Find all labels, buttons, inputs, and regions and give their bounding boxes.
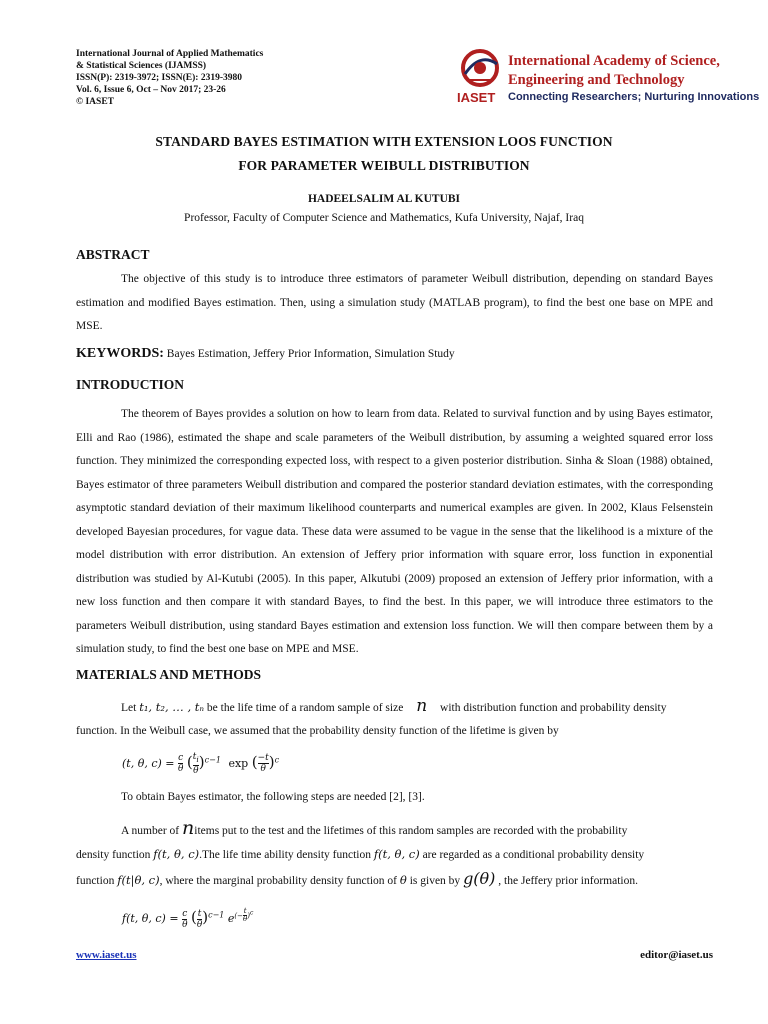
organization-banner xyxy=(508,52,759,105)
logo-text: IASET xyxy=(457,90,496,105)
abstract-text: The objective of this study is to introduce three estimators of parameter Weibull distribution, depending on standard Bayes estimation and modified Bayes estimation. Then, using a simulation study (MATLAB program), to find the best one base on MPE and MSE. xyxy=(76,273,713,332)
introduction-body xyxy=(76,403,713,662)
introduction-heading: INTRODUCTION xyxy=(76,377,185,392)
methods-paragraph-2: To obtain Bayes estimator, the following steps are needed [2], [3]. xyxy=(121,791,425,803)
keywords-label: KEYWORDS: xyxy=(76,346,164,361)
author-affiliation: Professor, Faculty of Computer Science and Mathematics, Kufa University, Najaf, Iraq xyxy=(184,212,584,224)
org-tagline: Connecting Researchers; Nurturing Innovations xyxy=(508,91,760,103)
org-name-line1: International Academy of Science, xyxy=(508,53,720,69)
org-name-line2: Engineering and Technology xyxy=(508,72,685,88)
sample-size-n: n xyxy=(416,696,428,716)
author-name: HADEELSALIM AL KUTUBI xyxy=(307,193,461,205)
journal-name-line2: & Statistical Sciences (IJAMSS) xyxy=(76,61,207,71)
paper-title-line1: STANDARD BAYES ESTIMATION WITH EXTENSION LOOS FUNCTION xyxy=(155,134,613,149)
journal-copyright: © IASET xyxy=(76,97,114,107)
keywords-text: Bayes Estimation, Jeffery Prior Information, Simulation Study xyxy=(166,348,455,360)
footer-website-link[interactable]: www.iaset.us xyxy=(76,949,137,961)
introduction-text: The theorem of Bayes provides a solution on how to learn from data. Related to survival function and by using Bayes estimator, Elli and Rao (1986), estimated the shape and scale parameters of the Weibull distribution, by assuming a weighted squared error loss function. They minimized the corresponding expected loss, with respect to a given posterior distribution. Sinha & Sloan (1988) obtained, Bayes estimator of three parameters Weibull distribution and compared the posterior standard deviation estimates, with the corresponding asymptotic standard deviation of their maximum likelihood counterparts and numerical examples are given. In 2002, Klaus Felsenstein developed Bayesian procedures, for vague data. These data were assumed to be vague in the sense that the likelihood is a mixture of the model distribution with error distribution. An extension of Jeffery prior information with square error, loss function in exponential distribution was studied by Al-Kutubi (2005). In this paper, Alkutubi (2009) proposed an extension of Jeffery prior information, with a new loss function and then compare it with standard Bayes, to find the best. In this paper, we will introduce three estimators to the parameters Weibull distribution, using standard Bayes estimation and extension loss function. We will then compare between them by a simulation study, to find the best one base on MPE and MSE. xyxy=(76,408,713,655)
abstract-body xyxy=(76,268,713,339)
sample-variables: t₁, t₂, … , tₙ xyxy=(139,700,205,714)
equation-weibull-pdf-2: f(t, θ, c) = c θ ( t θ)$^{c-1}$ $e^{(- t \theta)^c}$ xyxy=(122,907,254,930)
methods-paragraph-1: Let t₁, t₂, … , tₙ be the life time of a random sample of size n with distribution function and probability density function. In the Weibull case, we assumed that the probability density function of the lifetime is given by xyxy=(76,696,667,737)
paper-title-line2: FOR PARAMETER WEIBULL DISTRIBUTION xyxy=(238,158,530,173)
methods-paragraph-3: A number of nitems put to the test and the lifetimes of this random samples are recorded with the probability density function f(t, θ, c).The life time ability density function f(t, θ, c) are regarded as a conditional probability density function f(t|θ, c), where the marginal probability density function of θ is given by g(θ) , the Jeffery prior information. xyxy=(76,817,645,888)
journal-volume: Vol. 6, Issue 6, Oct – Nov 2017; 23-26 xyxy=(76,85,226,95)
items-count-n: n xyxy=(182,817,195,839)
journal-info xyxy=(76,48,263,108)
footer-email: editor@iaset.us xyxy=(640,949,713,961)
journal-issn: ISSN(P): 2319-3972; ISSN(E): 2319-3980 xyxy=(76,73,242,83)
methods-heading: MATERIALS AND METHODS xyxy=(76,667,262,682)
equation-weibull-pdf: (t, θ, c) = c θ ( $t_i$ θ)$^{c-1}$ exp ( −t θ )$^c$ xyxy=(122,752,280,776)
journal-name-line1: International Journal of Applied Mathematics xyxy=(76,49,264,59)
abstract-heading: ABSTRACT xyxy=(76,247,150,262)
keywords xyxy=(76,346,455,362)
